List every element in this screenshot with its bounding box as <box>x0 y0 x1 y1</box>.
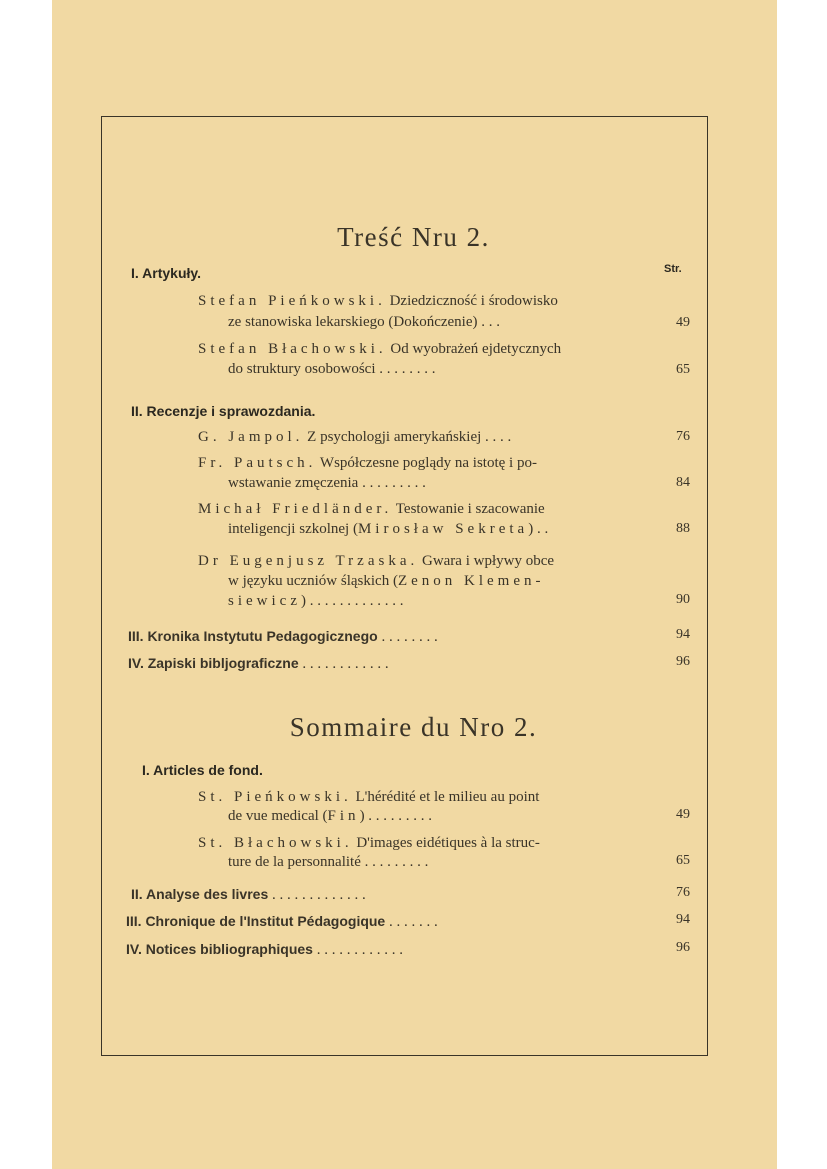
entry-note: Fin <box>327 808 360 824</box>
entry-page: 49 <box>676 807 690 822</box>
entry-title-line2: wstawanie zmęczenia . . . . . . . . . <box>228 475 426 491</box>
section-label: IV. Notices bibliographiques <box>126 941 313 957</box>
entry-page: 65 <box>676 853 690 868</box>
entry-title-line2 <box>228 807 432 825</box>
entry-page: 76 <box>676 885 690 900</box>
leader-dots: . . . . . . . . . . . . . <box>271 887 366 903</box>
entry-author: St. Błachowski. <box>198 835 353 851</box>
entry-page: 88 <box>676 521 690 536</box>
entry-author: Dr Eugenjusz Trzaska. <box>198 553 419 569</box>
section-label: III. Chronique de l'Institut Pédagogique <box>126 913 386 929</box>
toc-section-bibliography <box>128 654 389 673</box>
entry-title-line1: Od wyobrażeń ejdetycznych <box>390 341 562 357</box>
leader-dots: . . . . . . . . . . . . <box>302 656 389 672</box>
toc-entry-trzaska <box>198 552 554 570</box>
entry-title-line1: Testowanie i szacowanie <box>395 501 545 517</box>
entry-title-line2: ze stanowiska lekarskiego (Dokończenie) . . . <box>228 314 500 330</box>
section-reviews: II. Recenzje i sprawozdania. <box>131 403 316 419</box>
entry-title-line2 <box>228 572 545 590</box>
entry-title-line1: Gwara i wpływy obce <box>421 553 555 569</box>
french-title: Sommaire du Nro 2. <box>289 712 538 742</box>
entry-title-text: inteligencji szkolnej ( <box>228 521 358 537</box>
scan-margin-right <box>777 0 827 1169</box>
entry-title-line2: ture de la personnalité . . . . . . . . . <box>228 854 429 870</box>
reviewer-name: siewicz <box>228 593 301 609</box>
entry-author: Michał Friedländer. <box>198 501 393 517</box>
entry-title-text: ) . . . . . . . . . . . . . <box>300 593 404 609</box>
entry-author: Fr. Pautsch. <box>198 455 317 471</box>
entry-page: 76 <box>676 429 690 444</box>
entry-author: St. Pieńkowski. <box>198 789 352 805</box>
toc-entry-pienkowski-fr <box>198 788 539 806</box>
entry-title-line1: Współczesne poglądy na istotę i po- <box>319 455 537 471</box>
entry-page: 90 <box>676 592 690 607</box>
toc-section-chronicle-fr <box>126 912 438 931</box>
section-articles: I. Artykuły. <box>131 265 202 281</box>
entry-page: 94 <box>676 912 690 927</box>
section-label: II. Analyse des livres <box>131 886 269 902</box>
leader-dots: . . . . . . . <box>388 914 438 930</box>
toc-section-notices-fr <box>126 940 403 959</box>
entry-title-line3 <box>228 592 403 610</box>
entry-title-line1: Dziedziczność i środowisko <box>389 293 558 309</box>
entry-title-line1: L'hérédité et le milieu au point <box>355 789 540 805</box>
entry-title-line2: do struktury osobowości . . . . . . . . <box>228 361 436 377</box>
section-articles-fr: I. Articles de fond. <box>142 762 263 778</box>
entry-page: 96 <box>676 940 690 955</box>
page-column-label: Str. <box>664 263 682 275</box>
toc-entry-pienkowski <box>198 292 558 310</box>
entry-title-text: ) . . . . . . . . . <box>359 808 433 824</box>
entry-title-text: w języku uczniów śląskich ( <box>228 573 398 589</box>
polish-title: Treść Nru 2. <box>337 222 490 252</box>
toc-section-reviews-fr <box>131 885 366 904</box>
reviewer-name: Mirosław Sekreta <box>357 521 529 537</box>
entry-title-text: ) . . <box>528 521 549 537</box>
section-label: IV. Zapiski bibljograficzne <box>128 655 299 671</box>
entry-page: 84 <box>676 475 690 490</box>
leader-dots: . . . . . . . . . . . . <box>316 942 403 958</box>
section-label: III. Kronika Instytutu Pedagogicznego <box>128 628 378 644</box>
entry-title-line2 <box>228 520 548 538</box>
toc-entry-jampol <box>198 428 511 446</box>
entry-author: Stefan Pieńkowski. <box>198 293 386 309</box>
toc-section-chronicle <box>128 627 438 646</box>
reviewer-name: Zenon Klemen- <box>397 573 545 589</box>
entry-title-text: de vue medical ( <box>228 808 328 824</box>
entry-page: 96 <box>676 654 690 669</box>
entry-title-line1: D'images eidétiques à la struc- <box>356 835 540 851</box>
scan-margin-left <box>0 0 52 1169</box>
toc-entry-blachowski-fr <box>198 834 540 852</box>
toc-entry-blachowski <box>198 340 561 358</box>
toc-entry-pautsch <box>198 454 537 472</box>
leader-dots: . . . . . . . . <box>381 629 438 645</box>
entry-page: 49 <box>676 315 690 330</box>
entry-page: 65 <box>676 362 690 377</box>
toc-entry-friedlander <box>198 500 545 518</box>
entry-title-line1: Z psychologji amerykańskiej . . . . <box>307 429 512 445</box>
entry-author: G. Jampol. <box>198 429 304 445</box>
entry-page: 94 <box>676 627 690 642</box>
entry-author: Stefan Błachowski. <box>198 341 387 357</box>
